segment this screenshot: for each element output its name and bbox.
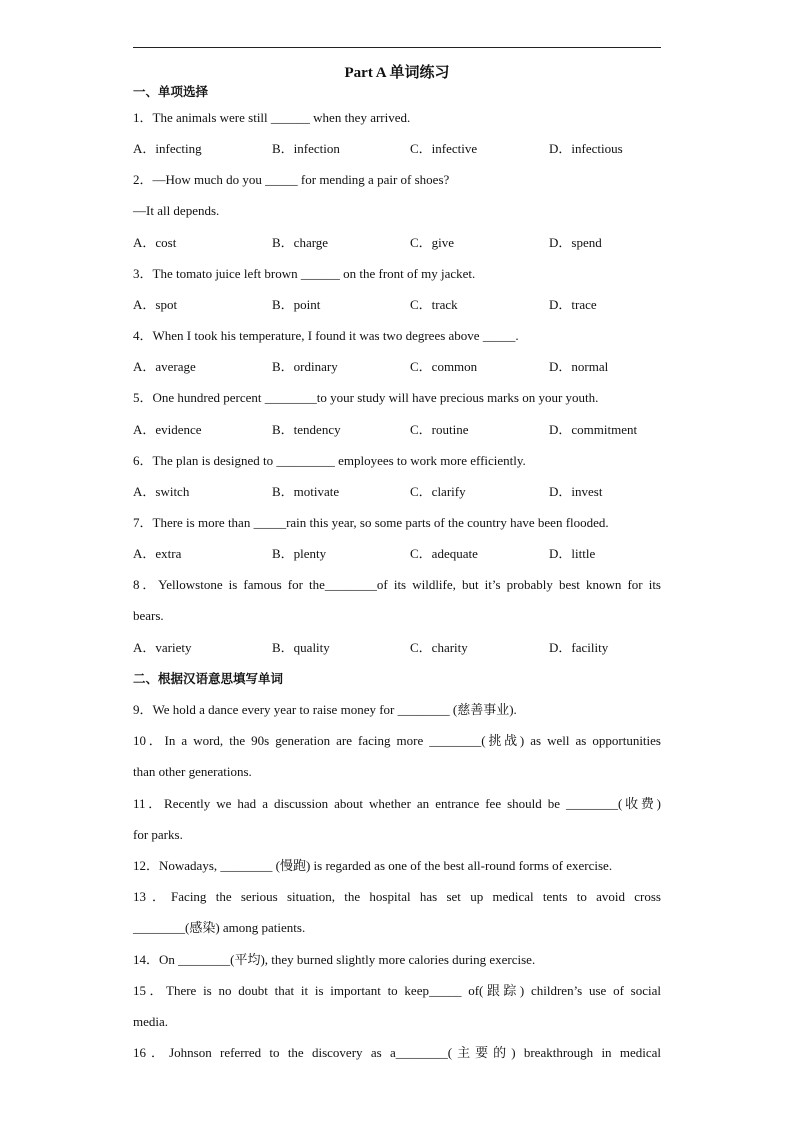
- question-3-options: [133, 296, 661, 314]
- option-b: B．plenty: [272, 546, 327, 561]
- question-11-continued: for parks.: [133, 827, 183, 842]
- option-a: A．switch: [133, 484, 190, 499]
- option-a: A．extra: [133, 546, 182, 561]
- option-d: D．little: [549, 546, 596, 561]
- question-4: 4．When I took his temperature, I found it was two degrees above _____.: [133, 328, 519, 343]
- question-5-options: [133, 421, 661, 439]
- option-a: A．average: [133, 359, 196, 374]
- question-8-continued: bears.: [133, 608, 164, 623]
- option-c: C．routine: [410, 422, 469, 437]
- option-d: D．infectious: [549, 141, 623, 156]
- option-a: A．spot: [133, 297, 178, 312]
- question-13: 13．Facing the serious situation, the hospital has set up medical tents to avoid cross: [133, 889, 661, 904]
- header-rule: [133, 47, 661, 48]
- option-a: A．evidence: [133, 422, 202, 437]
- question-2-options: [133, 234, 661, 252]
- section-heading-fill-in: 二、根据汉语意思填写单词: [133, 671, 284, 686]
- question-3: 3．The tomato juice left brown ______ on the front of my jacket.: [133, 266, 476, 281]
- option-d: D．spend: [549, 235, 602, 250]
- option-b: B．tendency: [272, 422, 341, 437]
- question-7-options: [133, 545, 661, 563]
- option-a: A．infecting: [133, 141, 202, 156]
- question-10-continued: than other generations.: [133, 764, 252, 779]
- option-c: C．give: [410, 235, 455, 250]
- question-12: 12．Nowadays, ________ (慢跑) is regarded as one of the best all-round forms of exercise.: [133, 858, 613, 873]
- question-8-options: [133, 639, 661, 657]
- question-15: 15．There is no doubt that it is important to keep_____ of(跟踪) children’s use of social: [133, 983, 661, 998]
- question-11: 11．Recently we had a discussion about whether an entrance fee should be ________(收费): [133, 796, 661, 811]
- option-d: D．normal: [549, 359, 609, 374]
- option-a: A．variety: [133, 640, 192, 655]
- question-4-options: [133, 358, 661, 376]
- option-d: D．trace: [549, 297, 597, 312]
- question-2: 2．—How much do you _____ for mending a pair of shoes?: [133, 172, 450, 187]
- question-6: 6．The plan is designed to _________ employees to work more efficiently.: [133, 453, 526, 468]
- option-b: B．charge: [272, 235, 329, 250]
- question-9: 9．We hold a dance every year to raise money for ________ (慈善事业).: [133, 702, 517, 717]
- question-15-continued: media.: [133, 1014, 169, 1029]
- question-8: 8．Yellowstone is famous for the________of its wildlife, but it’s probably best known for its: [133, 577, 661, 592]
- question-7: 7．There is more than _____rain this year, so some parts of the country have been flooded.: [133, 515, 609, 530]
- option-d: D．facility: [549, 640, 609, 655]
- option-b: B．ordinary: [272, 359, 338, 374]
- option-c: C．adequate: [410, 546, 478, 561]
- option-b: B．infection: [272, 141, 340, 156]
- option-c: C．charity: [410, 640, 468, 655]
- option-b: B．quality: [272, 640, 330, 655]
- option-d: D．invest: [549, 484, 603, 499]
- option-a: A．cost: [133, 235, 177, 250]
- option-c: C．common: [410, 359, 478, 374]
- option-d: D．commitment: [549, 422, 638, 437]
- section-heading-multiple-choice: 一、单项选择: [133, 84, 209, 99]
- option-b: B．point: [272, 297, 321, 312]
- page-title: Part A 单词练习: [344, 65, 450, 81]
- question-16: 16．Johnson referred to the discovery as a________(主要的) breakthrough in medical: [133, 1045, 661, 1060]
- option-c: C．track: [410, 297, 458, 312]
- question-2-reply: —It all depends.: [133, 203, 220, 218]
- question-5: 5．One hundred percent ________to your study will have precious marks on your youth.: [133, 390, 599, 405]
- question-14: 14．On ________(平均), they burned slightly more calories during exercise.: [133, 952, 536, 967]
- option-c: C．infective: [410, 141, 478, 156]
- question-13-continued: ________(感染) among patients.: [133, 920, 306, 935]
- question-1: 1．The animals were still ______ when they arrived.: [133, 110, 411, 125]
- question-10: 10．In a word, the 90s generation are facing more ________(挑战) as well as opportunities: [133, 733, 661, 748]
- option-c: C．clarify: [410, 484, 466, 499]
- question-6-options: [133, 483, 661, 501]
- option-b: B．motivate: [272, 484, 340, 499]
- question-1-options: [133, 140, 661, 158]
